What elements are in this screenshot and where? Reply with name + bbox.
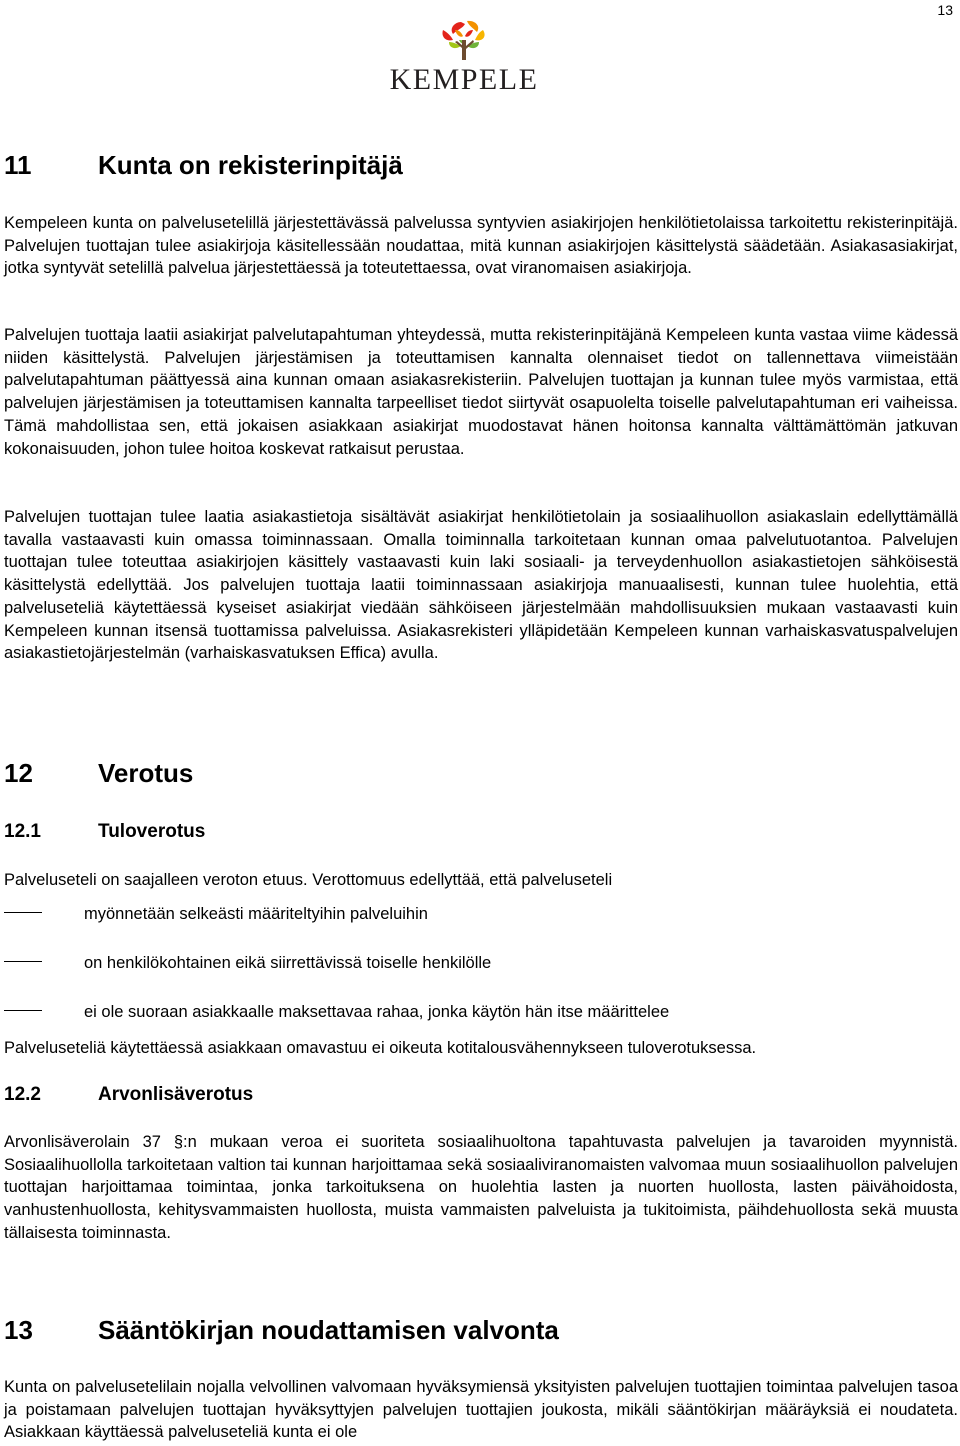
section-title: Verotus (98, 758, 194, 788)
dash-bullet-icon (4, 912, 42, 913)
paragraph: Palvelujen tuottajan tulee laatia asiakastietoja sisältävät asiakirjat henkilötietolain ja sosiaalihuollon asiakaslain edellyttämällä tavalla vastaavasti kuin omassa toiminnassaan. Omalla toiminnalla tarkoitetaan kunnan omaa palvelutuotantoa. Palvelujen tuottajan tulee toteuttaa asiakirjojen käsittely vastaavasti kuin laki sosiaali- ja terveydenhuollon asiakastietojen sähköisestä käsittelystä edellyttää. Jos palvelujen tuottaja laatii toiminnassaan asiakirjoja manuaalisesti, kunnan tulee huolehtia, että palveluseteliä käytettäessä kyseiset asiakirjat viedään sähköiseen järjestelmään mahdollisuuksien mukaan vastaavasti kuin Kempeleen kunnan itsensä tuottamissa palveluissa. Asiakasrekisteri ylläpidetään Kempeleen kunnan varhaiskasvatuspalvelujen asiakastietojärjestelmän (varhaiskasvatuksen Effica) avulla. (4, 508, 958, 663)
section-number: 11 (4, 150, 32, 180)
list-item-text: ei ole suoraan asiakkaalle maksettavaa rahaa, jonka käytön hän itse määrittelee (84, 1003, 670, 1021)
section-number: 13 (4, 1315, 33, 1345)
paragraph: Palveluseteliä käytettäessä asiakkaan omavastuu ei oikeuta kotitalousvähennykseen tuloverotuksessa. (4, 1039, 757, 1057)
list-item (4, 952, 491, 974)
paragraph: Palvelujen tuottaja laatii asiakirjat palvelutapahtuman yhteydessä, mutta rekisterinpitäjänä Kempeleen kunta vastaa viime kädessä niiden käsittelystä. Palvelujen järjestämisen ja toteuttamisen kannalta olennaiset tiedot on tallennettava viimeistään palvelutapahtuman päättyessä aina kunnan omaan asiakasrekisteriin. Palvelujen tuottajan ja kunnan tulee myös varmistaa, että palvelujen järjestämisen ja toteuttamisen kannalta tarpeelliset tiedot siirtyvät osapuolelta toiselle palvelutapahtuman eri vaiheissa. Tämä mahdollistaa sen, että jokaisen asiakkaan asiakirjat muodostavat hänen hoitonsa kannalta välttämättömän jatkuvan kokonaisuuden, johon tulee hoitoa koskevat ratkaisut perustaa. (4, 326, 958, 458)
dash-bullet-icon (4, 1010, 42, 1011)
subsection-title: Tuloverotus (98, 821, 206, 842)
section-number: 12 (4, 758, 33, 788)
list-item-text: myönnetään selkeästi määriteltyihin palveluihin (84, 905, 428, 923)
subsection-12-1-heading (4, 821, 205, 843)
paragraph: Arvonlisäverolain 37 §:n mukaan veroa ei suoriteta sosiaalihuoltona tapahtuvasta palvelujen ja tavaroiden myynnistä. Sosiaalihuollolla tarkoitetaan valtion tai kunnan harjoittamaa sekä sosiaaliviranomaisten valvomaa muun sosiaalihuollon palvelujen tuottajan harjoittamaa toimintaa, jonka tarkoituksena on huolehtia lasten ja nuorten huollosta, lasten päivähoidosta, vanhustenhuollosta, kehitysvammaisten huollosta, muista vammaisten palveluista ja tukitoimista, päihdehuollosta sekä muusta tällaisesta toiminnasta. (4, 1133, 958, 1242)
page-number: 13 (937, 2, 953, 18)
subsection-title: Arvonlisäverotus (98, 1084, 254, 1105)
list-item (4, 903, 428, 925)
section-title: Sääntökirjan noudattamisen valvonta (98, 1315, 559, 1345)
dash-bullet-icon (4, 961, 42, 962)
section-12-heading (4, 758, 193, 788)
paragraph: Palveluseteli on saajalleen veroton etuus. Verottomuus edellyttää, että palveluseteli (4, 871, 613, 889)
list-item (4, 1001, 669, 1023)
paragraph: Kempeleen kunta on palvelusetelillä järjestettävässä palvelussa syntyvien asiakirjojen henkilötietolaissa tarkoitettu rekisterinpitäjä. Palvelujen tuottajan tulee asiakirjoja käsitellessään noudattaa, mitä kunnan asiakirjojen käsittelystä säädetään. Asiakasasiakirjat, jotka syntyvät setelillä palvelua järjestettäessä ja toteutettaessa, ovat viranomaisen asiakirjoja. (4, 214, 958, 278)
section-title: Kunta on rekisterinpitäjä (98, 150, 403, 180)
subsection-12-2-heading (4, 1084, 253, 1106)
list-item-text: on henkilökohtainen eikä siirrettävissä toiselle henkilölle (84, 954, 492, 972)
tree-emblem-icon (383, 18, 545, 68)
subsection-number: 12.2 (4, 1084, 41, 1105)
section-11-heading (4, 150, 403, 180)
subsection-number: 12.1 (4, 821, 41, 842)
kempele-logo (383, 18, 545, 94)
paragraph: Kunta on palvelusetelilain nojalla velvollinen valvomaan hyväksymiensä yksityisten palvelujen tuottajien toimintaa palvelujen tasoa ja poistamaan palvelujen tuottajan hyväksyttyjen palvelujen tuottajien joukosta, mikäli sääntökirjan määräyksiä ei noudateta. Asiakkaan käyttäessä palveluseteliä kunta ei ole (4, 1378, 958, 1442)
section-13-heading (4, 1315, 559, 1345)
logo-wordmark: KEMPELE (389, 63, 539, 96)
